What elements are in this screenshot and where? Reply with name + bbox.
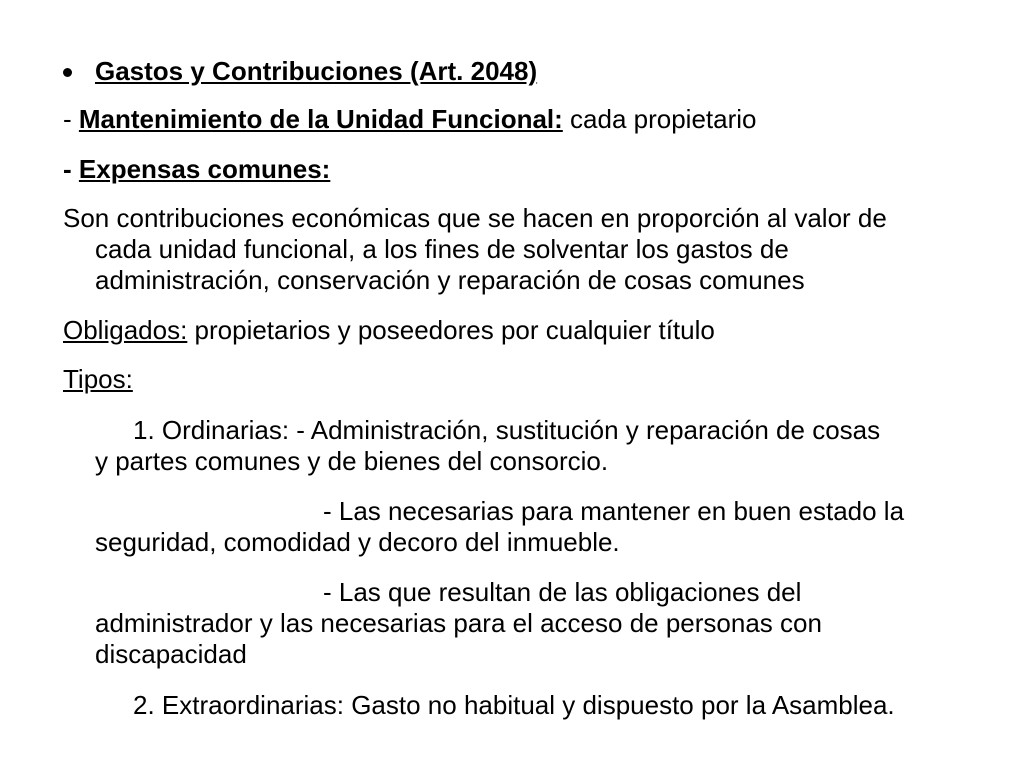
mantenimiento-prefix: -	[63, 104, 79, 134]
mantenimiento-line	[63, 104, 757, 135]
ordinarias-line-5: - Las que resultan de las obligaciones del	[323, 577, 802, 607]
obligados-line	[63, 315, 715, 346]
ordinarias-line-1: 1. Ordinarias: - Administración, sustitución y reparación de cosas	[133, 415, 881, 445]
ordinarias-line-3: - Las necesarias para mantener en buen estado la	[323, 496, 905, 526]
expensas-prefix: -	[63, 154, 79, 184]
obligados-text: propietarios y poseedores por cualquier título	[187, 315, 715, 345]
expensas-label: Expensas comunes:	[78, 154, 331, 184]
bullet-dot-icon	[63, 68, 72, 77]
expensas-line	[63, 154, 330, 185]
heading-title: Gastos y Contribuciones (Art. 2048)	[95, 56, 538, 86]
definicion-line-1: Son contribuciones económicas que se hacen en proporción al valor de	[63, 203, 887, 233]
ordinarias-line-4: seguridad, comodidad y decoro del inmueble.	[95, 527, 620, 557]
mantenimiento-text: cada propietario	[562, 104, 757, 134]
extraordinarias-line: 2. Extraordinarias: Gasto no habitual y dispuesto por la Asamblea.	[133, 690, 895, 720]
tipos-label: Tipos:	[63, 364, 133, 394]
ordinarias-line-2: y partes comunes y de bienes del consorcio.	[95, 446, 609, 476]
mantenimiento-label: Mantenimiento de la Unidad Funcional:	[78, 104, 563, 134]
definicion-line-2: cada unidad funcional, a los fines de solventar los gastos de	[95, 234, 789, 264]
obligados-label: Obligados:	[63, 315, 188, 345]
ordinarias-line-7: discapacidad	[95, 639, 247, 669]
definicion-line-3: administración, conservación y reparación de cosas comunes	[95, 265, 805, 295]
ordinarias-line-6: administrador y las necesarias para el acceso de personas con	[95, 608, 822, 638]
